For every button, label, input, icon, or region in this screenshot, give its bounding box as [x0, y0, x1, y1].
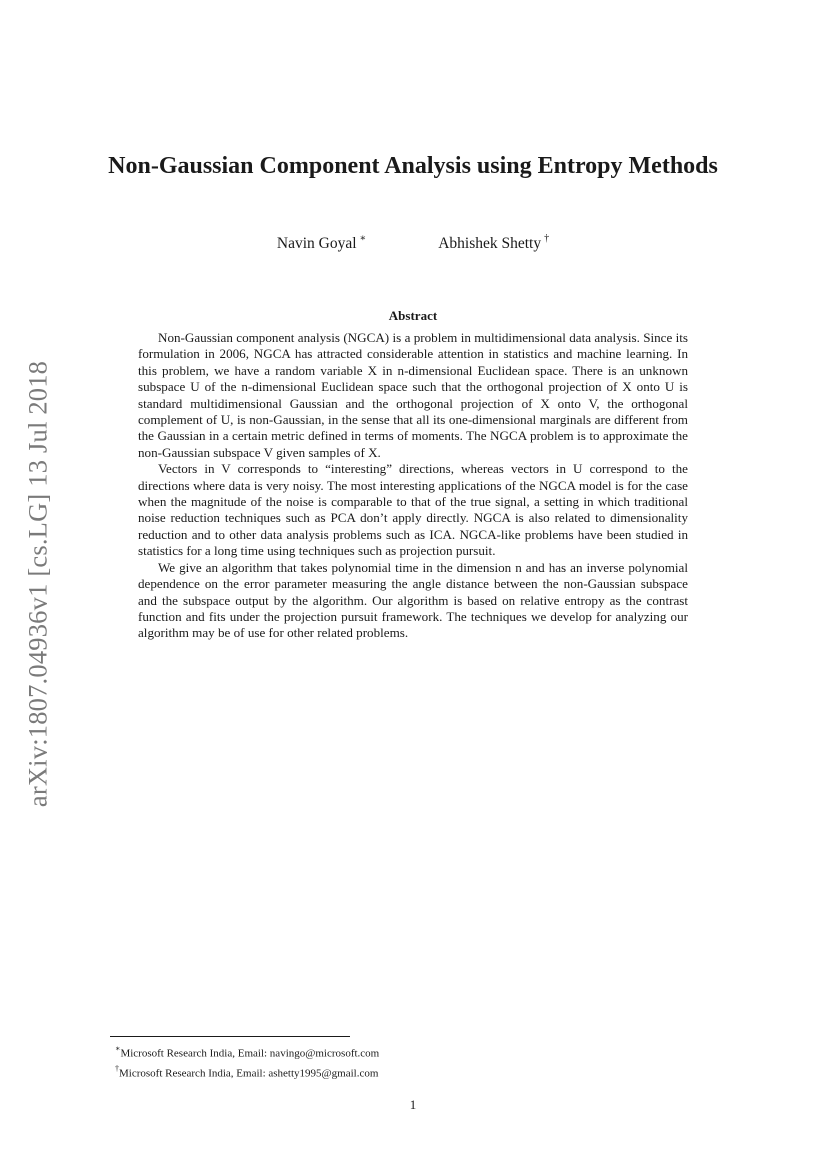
- abstract-heading: Abstract: [388, 308, 438, 323]
- footnote-mark: ∗: [115, 1044, 121, 1053]
- author-name: Abhishek Shetty: [438, 235, 542, 253]
- footnote-mark: †: [115, 1063, 119, 1073]
- author-navin-goyal: [277, 234, 366, 253]
- author-abhishek-shetty: [438, 234, 549, 253]
- abstract-paragraph: We give an algorithm that takes polynomial time in the dimension n and has an inverse polynomial dependence on the error parameter measuring the angle distance between the non-Gaussian subspace and the subspace output by the algorithm. Our algorithm is based on relative entropy as the contrast function and fits under the projection pursuit framework. The techniques we develop for analyzing our algorithm may be of use for other related problems.: [138, 559, 688, 641]
- abstract-paragraph: Non-Gaussian component analysis (NGCA) is a problem in multidimensional data analysis. Since its formulation in 2006, NGCA has attracted considerable attention in statistics and machine learning. In this problem, we have a random variable X in n-dimensional Euclidean space. There is an unknown subspace U of the n-dimensional Euclidean space such that the orthogonal projection of X onto U is standard multidimensional Gaussian and the orthogonal projection of X onto V, the orthogonal complement of U, is non-Gaussian, in the sense that all its one-dimensional marginals are different from the Gaussian in a certain metric defined in terms of moments. The NGCA problem is to approximate the non-Gaussian subspace V given samples of X.: [138, 330, 688, 460]
- arxiv-identifier-stamp: arXiv:1807.04936v1 [cs.LG] 13 Jul 2018: [22, 360, 53, 808]
- abstract-paragraph: Vectors in V corresponds to “interesting” directions, whereas vectors in U correspond to the directions where data is very noisy. The most interesting applications of the NGCA model is for the case when the magnitude of the noise is comparable to that of the true signal, a setting in which traditional noise reduction techniques such as PCA don’t apply directly. NGCA is also related to dimensionality reduction and to other data analysis problems such as ICA. NGCA-like problems have been studied in statistics for a long time using techniques such as projection pursuit.: [138, 461, 688, 559]
- author-list: [0, 234, 826, 253]
- author-footnote-mark: ∗: [359, 233, 367, 244]
- abstract-body: [138, 330, 688, 642]
- page-number: 1: [409, 1097, 417, 1112]
- author-name: Navin Goyal: [276, 235, 357, 253]
- footnote-goyal: [115, 1042, 379, 1062]
- footnote-shetty: [115, 1062, 379, 1082]
- footnote-divider: [110, 1036, 350, 1037]
- footnotes: [115, 1042, 379, 1081]
- footnote-text: Microsoft Research India, Email: navingo@microsoft.com: [120, 1047, 380, 1060]
- footnote-text: Microsoft Research India, Email: ashetty1995@gmail.com: [119, 1067, 379, 1080]
- author-footnote-mark: †: [544, 233, 550, 244]
- paper-title: Non-Gaussian Component Analysis using Entropy Methods: [108, 153, 718, 179]
